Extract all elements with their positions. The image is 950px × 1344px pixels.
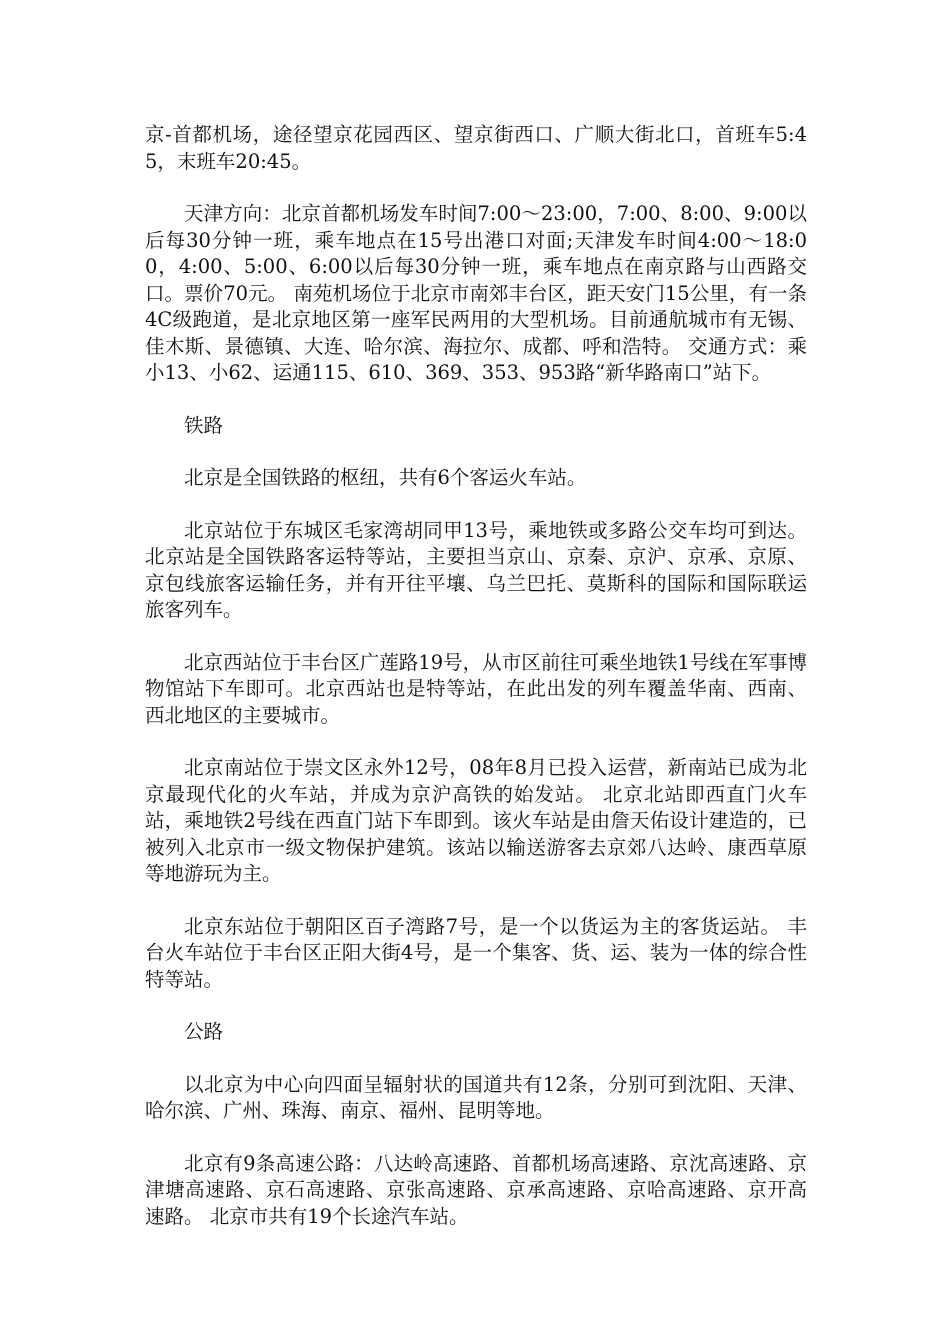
paragraph-railway-hub: 北京是全国铁路的枢纽，共有6个客运火车站。	[184, 466, 587, 489]
section-heading-railway: 铁路	[184, 413, 224, 437]
paragraph-beijing-west-station: 北京西站位于丰台区广莲路19号，从市区前往可乘坐地铁1号线在军事博物馆站下车即可。北京西站也是特等站，在此出发的列车覆盖华南、西南、西北地区的主要城市。	[145, 650, 807, 727]
paragraph-airport-bus-route: 京-首都机场，途径望京花园西区、望京街西口、广顺大街北口，首班车5:45，末班车20:45。	[145, 123, 807, 173]
section-heading-highway: 公路	[184, 1020, 224, 1043]
paragraph-beijing-station: 北京站位于东城区毛家湾胡同甲13号，乘地铁或多路公交车均可到达。北京站是全国铁路客运特等站，主要担当京山、京秦、京沪、京承、京原、京包线旅客运输任务，并有开往平壤、乌兰巴托、莫斯科的国际和国际联运旅客列车。	[145, 518, 807, 621]
paragraph-beijing-south-north-station: 北京南站位于崇文区永外12号，08年8月已投入运营，新南站已成为北京最现代化的火车站，并成为京沪高铁的始发站。 北京北站即西直门火车站，乘地铁2号线在西直门站下车即到。该火车站是由詹天佑设计建造的，已被列入北京市一级文物保护建筑。该站以输送游客去京郊八达岭、康西草原等地游玩为主。	[145, 756, 807, 885]
paragraph-expressways: 北京有9条高速公路：八达岭高速路、首都机场高速路、京沈高速路、京津塘高速路、京石高速路、京张高速路、京承高速路、京哈高速路、京开高速路。 北京市共有19个长途汽车站。	[145, 1151, 807, 1228]
paragraph-tianjin-direction: 天津方向：北京首都机场发车时间7:00～23:00，7:00、8:00、9:00以后每30分钟一班，乘车地点在15号出港口对面;天津发车时间4:00～18:00，4:00、5:00、6:00以后每30分钟一班，乘车地点在南京路与山西路交口。票价70元。 南苑机场位于北京市南郊丰台区，距天安门15公里，有一条4C级跑道，是北京地区第一座军民两用的大型机场。目前通航城市有无锡、佳木斯、景德镇、大连、哈尔滨、海拉尔、成都、呼和浩特。 交通方式：乘小13、小62、运通115、610、369、353、953路“新华路南口”站下。	[145, 202, 807, 384]
paragraph-beijing-east-fengtai-station: 北京东站位于朝阳区百子湾路7号，是一个以货运为主的客货运站。 丰台火车站位于丰台区正阳大街4号，是一个集客、货、运、装为一体的综合性特等站。	[145, 914, 807, 991]
paragraph-national-roads: 以北京为中心向四面呈辐射状的国道共有12条，分别可到沈阳、天津、哈尔滨、广州、珠海、南京、福州、昆明等地。	[145, 1072, 807, 1122]
document-body	[145, 122, 807, 1256]
